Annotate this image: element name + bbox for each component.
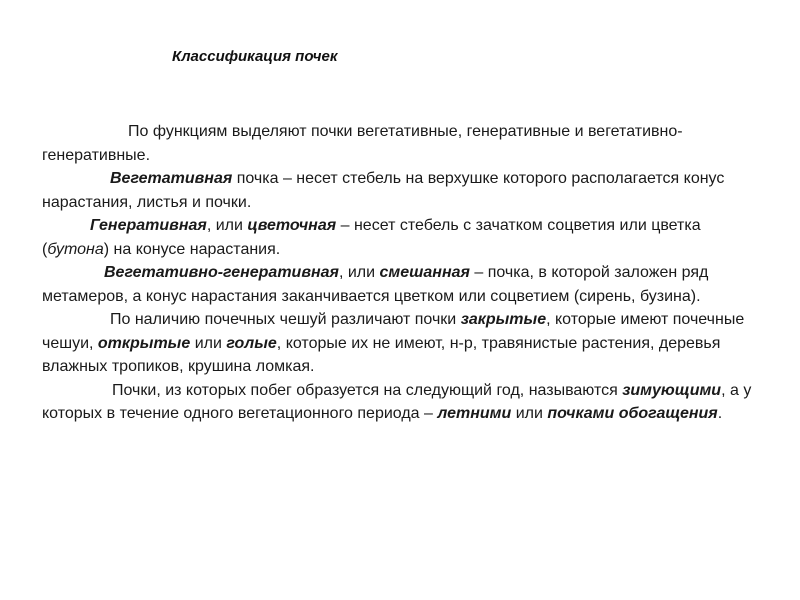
paragraph-text: , которые их не имеют, н-р, травянистые растения, деревья влажных тропиков, крушина ломкая.: [42, 334, 721, 375]
paragraph-text: ) на конусе нарастания.: [103, 240, 281, 258]
term-emphasis: открытые: [97, 334, 191, 352]
paragraph: [42, 120, 770, 167]
slide-body: [42, 120, 770, 426]
paragraph-text: , а у которых в течение одного вегетационного периода –: [42, 381, 752, 422]
paragraph-text: По наличию почечных чешуй различают почки: [110, 311, 461, 328]
term-emphasis: почками обогащения: [547, 405, 718, 422]
paragraph: [42, 379, 770, 426]
paragraph-text: или: [511, 405, 548, 422]
term-emphasis: цветочная: [247, 217, 337, 234]
paragraph: [42, 167, 770, 214]
paragraph-text: – почка, в которой заложен ряд метамеров, а конус нарастания заканчивается цветком или соцветием (сирень, бузина).: [42, 264, 709, 305]
term-emphasis: закрытые: [460, 311, 547, 328]
term-emphasis: Вегетативно-генеративная: [104, 264, 339, 281]
paragraph-text: Почки, из которых побег образуется на следующий год, называются: [112, 381, 623, 399]
term-emphasis: смешанная: [379, 264, 470, 281]
paragraph-text: , или: [206, 217, 248, 234]
slide-title: Классификация почек: [172, 48, 338, 65]
paragraph-text: , или: [338, 264, 380, 281]
term-emphasis: летними: [437, 405, 512, 422]
paragraph: [42, 214, 770, 261]
paragraph: [42, 261, 770, 308]
italic-text: бутона: [47, 240, 104, 258]
term-emphasis: Вегетативная: [110, 170, 233, 187]
term-emphasis: зимующими: [622, 381, 722, 399]
paragraph-text: .: [717, 405, 723, 422]
paragraph-text: или: [190, 334, 227, 352]
paragraph: [42, 308, 770, 379]
term-emphasis: голые: [226, 334, 277, 352]
paragraph-text: , которые имеют почечные чешуи,: [42, 311, 745, 352]
term-emphasis: Генеративная: [90, 217, 207, 234]
paragraph-text: почка – несет стебель на верхушке которого располагается конус нарастания, листья и почки.: [42, 170, 725, 211]
paragraph-text: По функциям выделяют почки вегетативные, генеративные и вегетативно-генеративные.: [42, 123, 683, 164]
paragraph-text: – несет стебель с зачатком соцветия или цветка (: [42, 217, 701, 258]
